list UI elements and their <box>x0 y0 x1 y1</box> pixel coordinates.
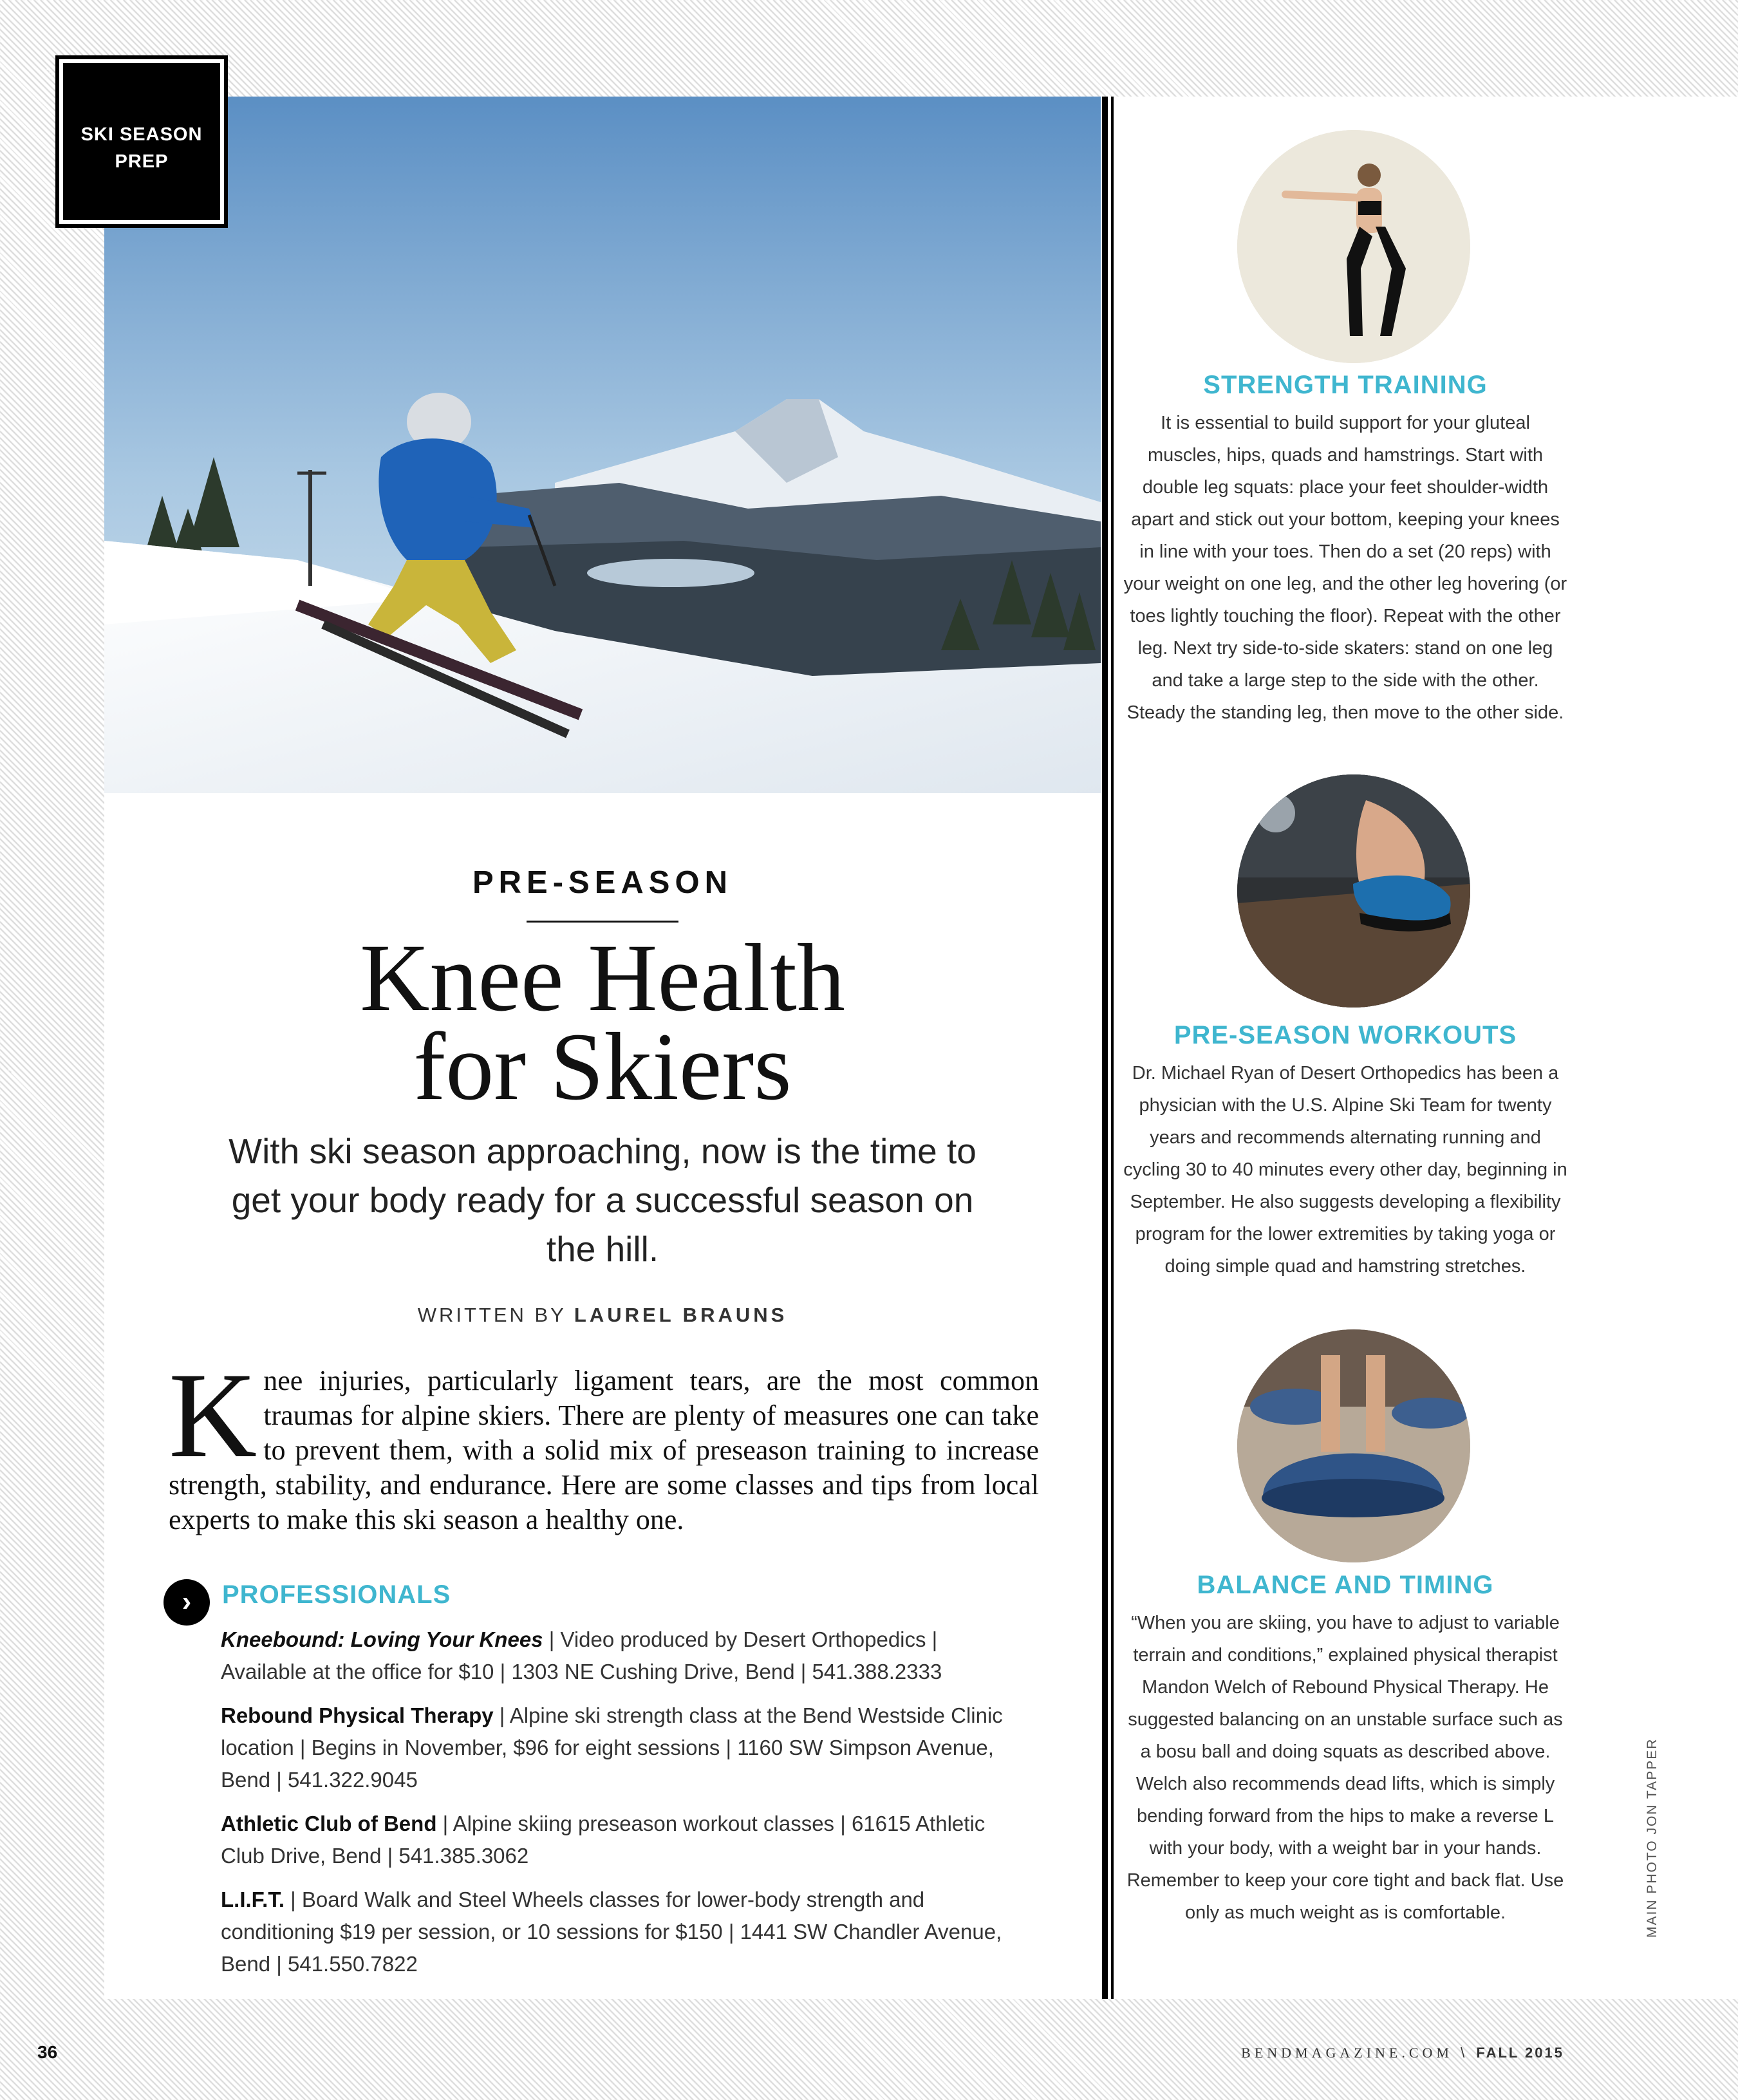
listing-lift <box>221 1884 1014 1980</box>
main-ski-photo <box>104 97 1101 793</box>
footer-issue: FALL 2015 <box>1476 2045 1564 2061</box>
bosu-ball-photo <box>1237 1329 1470 1562</box>
chevron-right-icon: › <box>164 1579 210 1626</box>
byline-author: LAUREL BRAUNS <box>574 1304 788 1326</box>
listing-details: | Alpine skiing preseason workout classes | 61615 Athletic Club Drive, Bend | 541.385.3062 <box>221 1812 986 1868</box>
listing-details: | Alpine ski strength class at the Bend Westside Clinic location | Begins in November, $96 for eight sessions | 1160 SW Simpson Avenue, Bend | 541.322.9045 <box>221 1703 1003 1792</box>
listing-name: Rebound Physical Therapy <box>221 1703 494 1727</box>
listing-details: | Board Walk and Steel Wheels classes for lower-body strength and conditioning $19 per session, or 10 sessions for $150 | 1441 SW Chandler Avenue, Bend | 541.550.7822 <box>221 1888 1002 1976</box>
deck: With ski season approaching, now is the time to get your body ready for a successful season on the hill. <box>229 1131 976 1269</box>
headline-line2: for Skiers <box>413 1013 792 1120</box>
treadmill-photo <box>1237 774 1470 1008</box>
kicker: PRE-SEASON <box>472 865 733 900</box>
listing-rebound <box>221 1700 1014 1796</box>
balance-timing-body: “When you are skiing, you have to adjust to variable terrain and conditions,” explained physical therapist Mandon Welch of Rebound Physical Therapy. He suggested balancing on an unstable surface such as a bosu ball and doing squats as described above. Welch also recommends dead lifts, which is simply bending forward from the hips to make a reverse L with your body, with a weight bar in your hands. Remember to keep your core tight and back flat. Use only as much weight as is comfortable. <box>1126 1613 1564 1923</box>
headline <box>104 924 1101 1120</box>
listing-name: Kneebound: Loving Your Knees <box>221 1627 543 1651</box>
listing-kneebound <box>221 1624 1014 1688</box>
strength-training-title: STRENGTH TRAINING <box>1203 371 1488 399</box>
squat-photo <box>1237 130 1470 363</box>
pre-season-workouts-title: PRE-SEASON WORKOUTS <box>1173 1021 1517 1049</box>
kicker-rule <box>527 921 678 923</box>
byline <box>104 1304 1101 1327</box>
column-divider <box>1102 97 1115 1999</box>
listing-athletic-club <box>221 1808 1014 1872</box>
professionals-heading: PROFESSIONALS <box>222 1580 451 1609</box>
section-badge-line2: PREP <box>115 151 169 172</box>
listing-name: Athletic Club of Bend <box>221 1812 437 1835</box>
footer-site: BENDMAGAZINE.COM <box>1241 2045 1453 2061</box>
intro-text: nee injuries, particularly ligament tears, are the most common traumas for alpine skiers. There are plenty of measures one can take to prevent them, with a solid mix of preseason training to increase strength, stability, and endurance. Here are some classes and tips from local experts to make this ski season a healthy one. <box>169 1365 1039 1535</box>
balance-timing-title: BALANCE AND TIMING <box>1197 1571 1494 1599</box>
headline-line1: Knee Health <box>360 924 845 1031</box>
footer-separator: \ <box>1461 2045 1469 2061</box>
section-badge <box>59 59 224 224</box>
page-number: 36 <box>37 2042 58 2062</box>
footer <box>1241 2045 1564 2061</box>
intro-paragraph <box>169 1348 1039 1537</box>
strength-training-body: It is essential to build support for your gluteal muscles, hips, quads and hamstrings. Start with double leg squats: place your feet shoulder-width apart and stick out your bottom, keeping your knees in line with your toes. Then do a set (20 reps) with your weight on one leg, and the other leg hovering (or toes lightly touching the floor). Repeat with the other leg. Next try side-to-side skaters: stand on one leg and take a large step to the side with the other. Steady the standing leg, then move to the other side. <box>1123 413 1567 723</box>
byline-prefix: WRITTEN BY <box>417 1304 566 1326</box>
drop-cap: K <box>169 1348 257 1483</box>
section-badge-line1: SKI SEASON <box>80 124 203 145</box>
listing-name: L.I.F.T. <box>221 1888 285 1911</box>
professionals-list <box>221 1624 1014 1992</box>
pre-season-workouts-body: Dr. Michael Ryan of Desert Orthopedics has been a physician with the U.S. Alpine Ski Team for twenty years and recommends alternating running and cycling 30 to 40 minutes every other day, beginning in September. He also suggests developing a flexibility program for the lower extremities by taking yoga or doing simple quad and hamstring stretches. <box>1123 1063 1567 1277</box>
listing-details: | Video produced by Desert Orthopedics | Available at the office for $10 | 1303 NE Cushing Drive, Bend | 541.388.2333 <box>221 1627 942 1683</box>
photo-credit: MAIN PHOTO JON TAPPER <box>1645 1738 1659 1938</box>
